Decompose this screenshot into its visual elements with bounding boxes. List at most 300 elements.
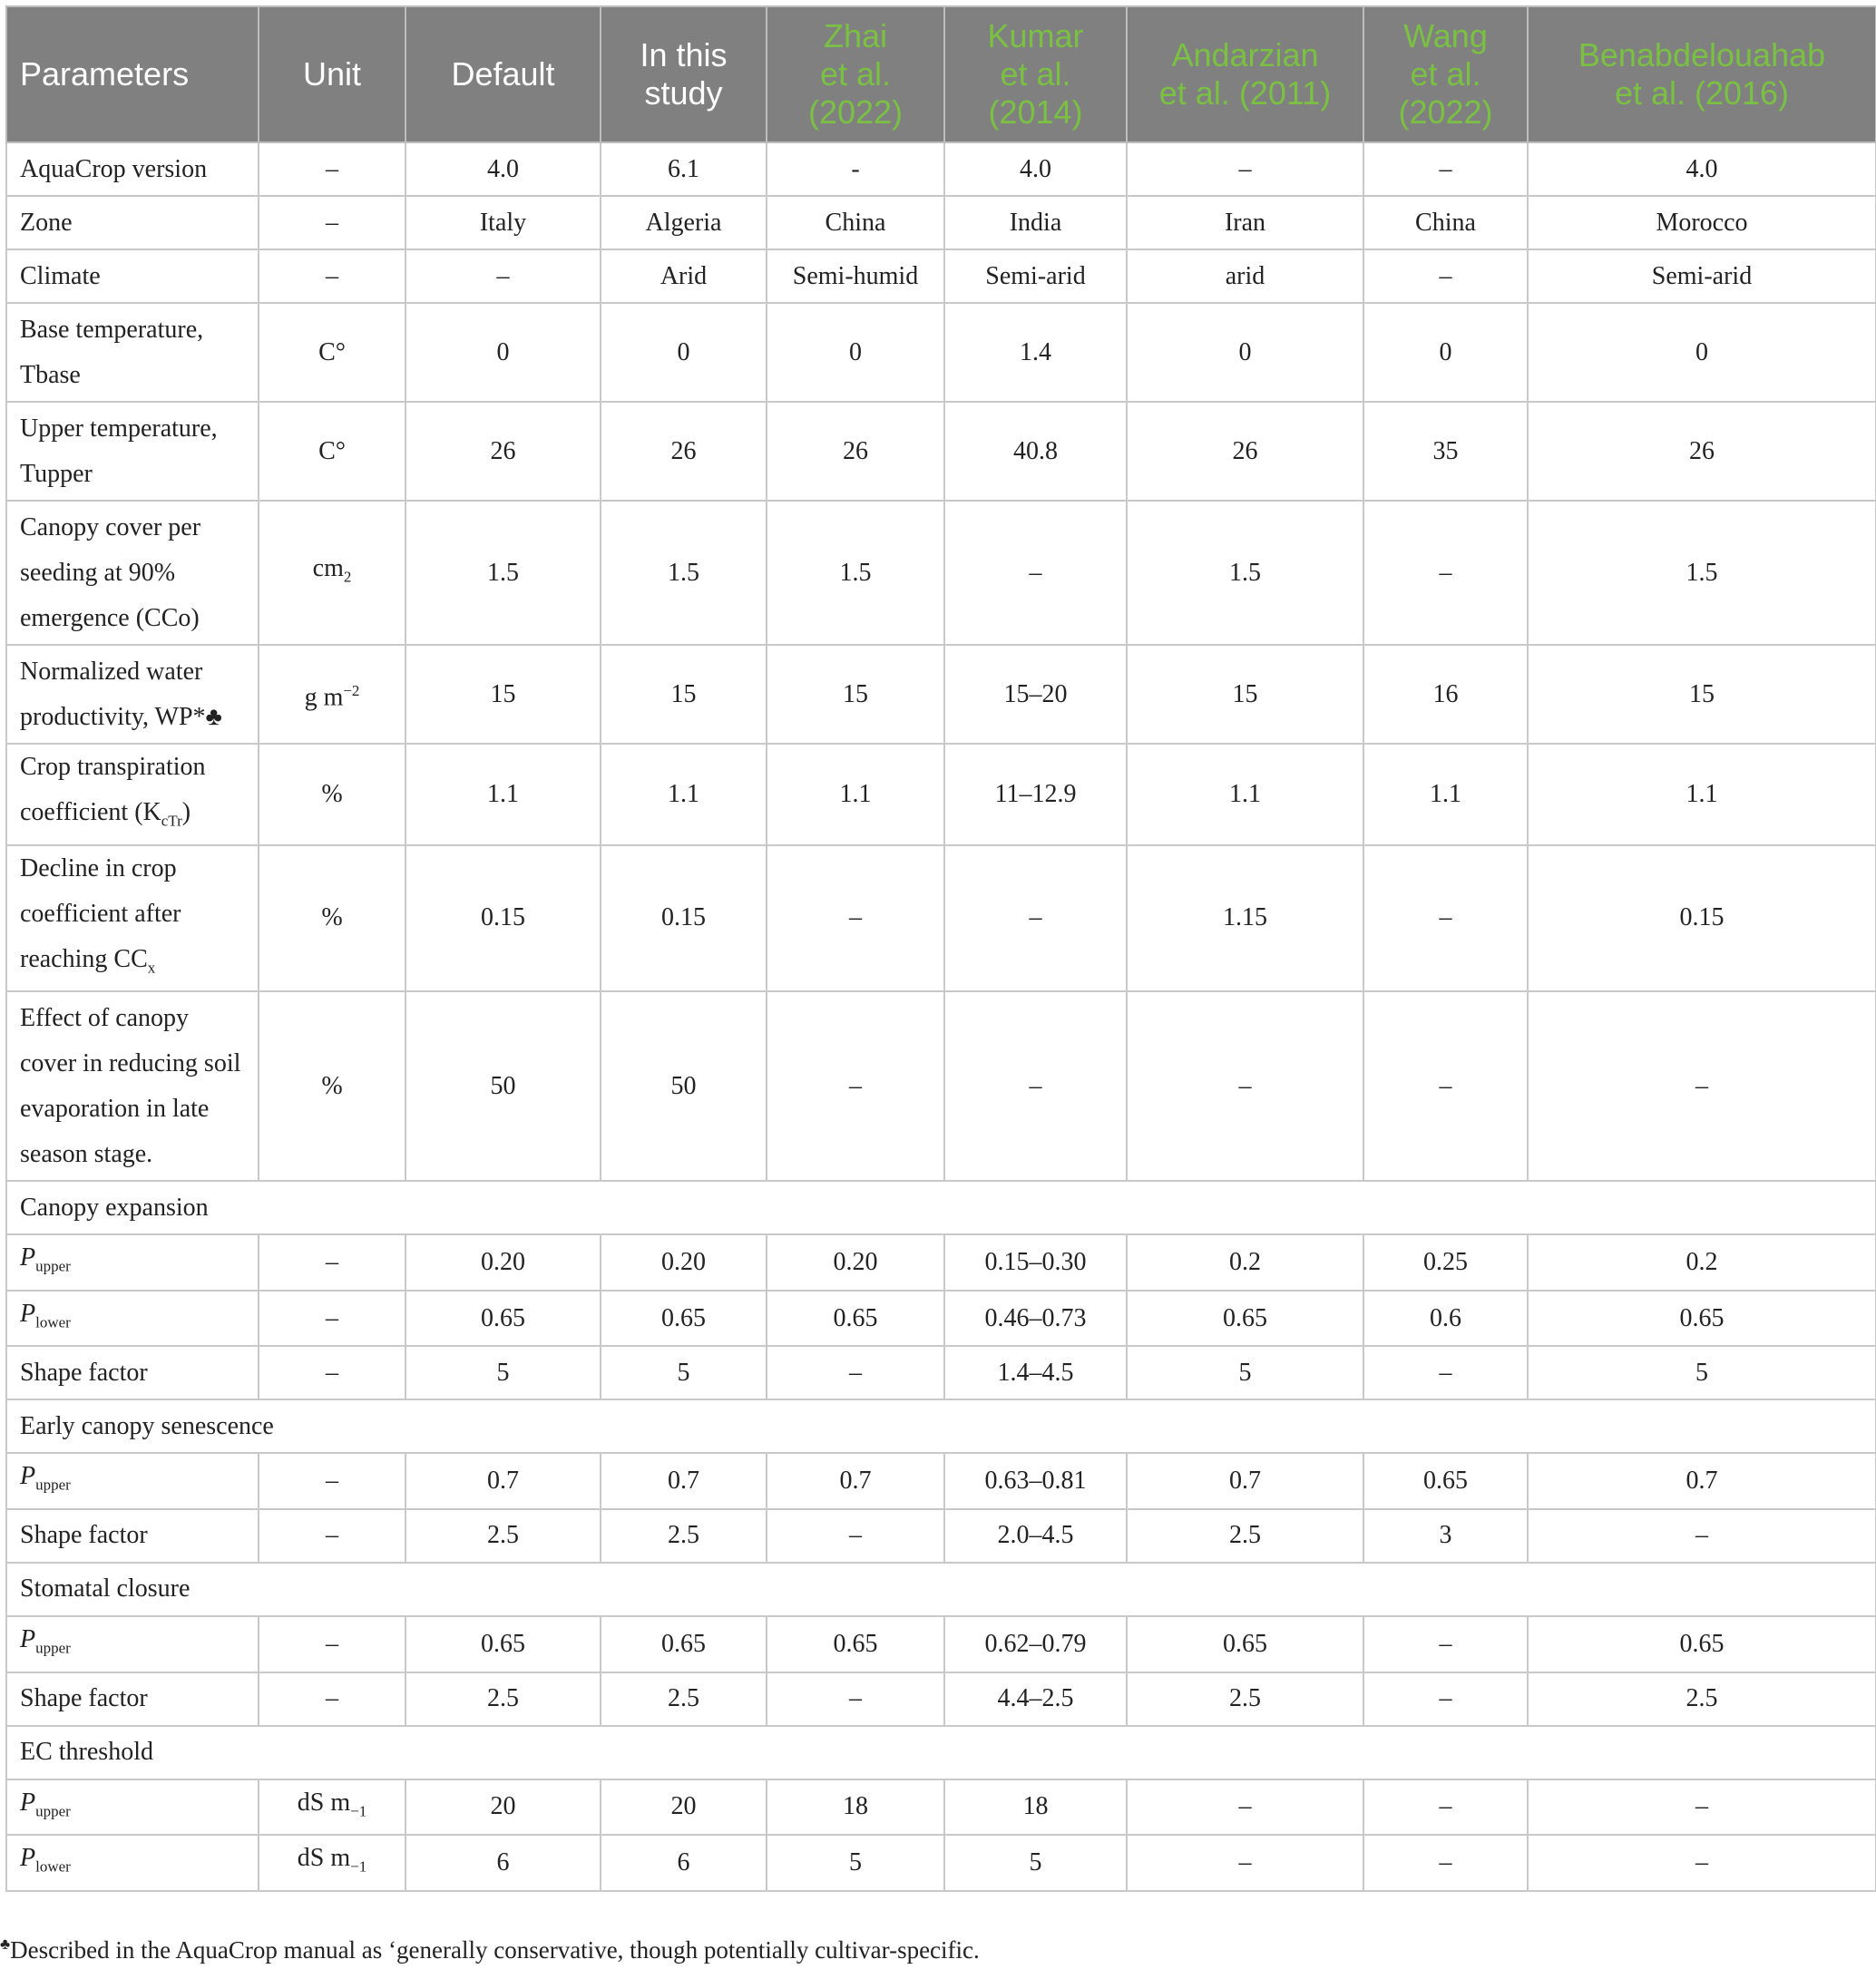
value-cell <box>1127 1291 1363 1347</box>
value-cell <box>259 1453 405 1509</box>
cell-text: 0.65 <box>661 1629 706 1658</box>
cell-text: 0.63–0.81 <box>984 1467 1087 1496</box>
cell-text: 1.5 <box>839 558 872 587</box>
value-cell <box>1528 1453 1876 1509</box>
value-cell <box>767 1672 944 1726</box>
cell-text: 2.5 <box>487 1684 519 1713</box>
value-cell <box>767 402 944 501</box>
value-cell <box>767 744 944 845</box>
cell-text: cm <box>312 553 344 582</box>
cell-text: 5 <box>1029 1847 1042 1876</box>
cell-text: – <box>1695 1847 1708 1876</box>
table-row <box>6 196 1876 249</box>
value-cell <box>1363 196 1528 249</box>
cell-text: 0.65 <box>1223 1303 1267 1332</box>
value-cell <box>767 1234 944 1291</box>
cell-text: 4.0 <box>1685 154 1718 183</box>
column-header <box>944 6 1127 142</box>
table-container <box>5 5 1875 1892</box>
cell-text: – <box>1439 1358 1452 1387</box>
value-cell <box>405 1234 601 1291</box>
parameter-cell <box>6 1509 259 1563</box>
value-cell <box>1528 1291 1876 1347</box>
value-cell <box>601 645 767 744</box>
cell-text: Canopy cover per seeding at 90% emergence (CCo) <box>20 512 201 632</box>
value-cell <box>1363 845 1528 992</box>
cell-text: 6 <box>496 1847 510 1876</box>
parameter-cell <box>6 1672 259 1726</box>
table-row <box>6 645 1876 744</box>
cell-text: – <box>1439 261 1452 290</box>
value-cell <box>405 1672 601 1726</box>
table-row <box>6 991 1876 1181</box>
value-cell <box>767 645 944 744</box>
cell-text: – <box>1695 1521 1708 1550</box>
cell-superscript: −2 <box>343 681 360 699</box>
cell-subscript: x <box>147 959 156 977</box>
cell-text: – <box>1695 1071 1708 1100</box>
cell-text: 0.65 <box>481 1629 525 1658</box>
value-cell <box>405 501 601 645</box>
cell-text: dS m <box>297 1788 351 1817</box>
parameters-table <box>5 5 1876 1892</box>
value-cell <box>767 196 944 249</box>
cell-text: 0.65 <box>1679 1303 1725 1332</box>
cell-text: – <box>1439 1847 1452 1876</box>
value-cell <box>1363 1779 1528 1836</box>
cell-text: – <box>326 1684 338 1713</box>
cell-subscript: −1 <box>350 1802 367 1820</box>
value-cell <box>405 249 601 303</box>
cell-text: 3 <box>1439 1521 1452 1550</box>
value-cell <box>767 1779 944 1836</box>
value-cell <box>767 303 944 402</box>
value-cell <box>767 1835 944 1891</box>
value-cell <box>259 991 405 1181</box>
value-cell <box>767 991 944 1181</box>
parameter-cell <box>6 1291 259 1347</box>
value-cell <box>944 402 1127 501</box>
cell-text: 0.65 <box>661 1303 706 1332</box>
column-header-line: et al. <box>819 55 892 93</box>
cell-text: 0.20 <box>481 1247 525 1276</box>
cell-text: – <box>496 261 510 290</box>
value-cell <box>1528 1509 1876 1563</box>
table-row <box>6 1453 1876 1509</box>
value-cell <box>1127 1616 1363 1672</box>
cell-text: – <box>1439 903 1452 932</box>
value-cell <box>767 142 944 196</box>
value-cell <box>1127 501 1363 645</box>
cell-text: – <box>849 1071 862 1100</box>
value-cell <box>259 1616 405 1672</box>
cell-text: 0.15–0.30 <box>984 1247 1087 1276</box>
value-cell <box>1127 845 1363 992</box>
cell-text: 4.0 <box>1020 154 1051 183</box>
cell-text: 16 <box>1432 679 1459 708</box>
cell-text: Zone <box>20 208 73 237</box>
value-cell <box>767 1346 944 1399</box>
value-cell <box>1127 196 1363 249</box>
cell-text: 15 <box>1232 679 1258 708</box>
value-cell <box>1528 991 1876 1181</box>
cell-text: 0.6 <box>1430 1303 1461 1332</box>
cell-text: China <box>1415 208 1476 237</box>
cell-subscript: 2 <box>343 568 352 586</box>
cell-text: China <box>825 208 886 237</box>
value-cell <box>405 1509 601 1563</box>
value-cell <box>1127 1346 1363 1399</box>
cell-text: – <box>326 154 338 183</box>
cell-text: 0 <box>496 337 510 366</box>
cell-text: – <box>1029 1071 1042 1100</box>
value-cell <box>944 501 1127 645</box>
parameter-cell <box>6 1346 259 1399</box>
column-header-line: et al. <box>1000 55 1071 93</box>
cell-text: Upper temperature, Tupper <box>20 414 218 488</box>
cell-text: 0.7 <box>487 1467 519 1496</box>
cell-text-after: ) <box>181 798 191 826</box>
value-cell <box>405 744 601 845</box>
table-row <box>6 1835 1876 1891</box>
column-header-line: et al. <box>1410 55 1481 93</box>
cell-text: 0.62–0.79 <box>984 1629 1087 1658</box>
cell-text: Normalized water productivity, WP*♣ <box>20 657 222 731</box>
value-cell <box>1528 1779 1876 1836</box>
table-body <box>6 142 1876 1891</box>
cell-subscript: lower <box>35 1313 71 1331</box>
cell-subscript: upper <box>35 1257 71 1275</box>
cell-text: 20 <box>670 1792 697 1821</box>
cell-text: Stomatal closure <box>20 1574 191 1603</box>
cell-text: – <box>1238 1792 1252 1821</box>
value-cell <box>944 1509 1127 1563</box>
column-header-line: Parameters <box>20 55 190 93</box>
value-cell <box>1528 744 1876 845</box>
cell-text: 4.4–2.5 <box>997 1684 1074 1713</box>
value-cell <box>1363 1835 1528 1891</box>
cell-text: % <box>321 1071 343 1100</box>
cell-text: 15 <box>490 679 516 708</box>
value-cell <box>405 645 601 744</box>
cell-text: 0 <box>677 337 690 366</box>
cell-text: 0.2 <box>1685 1247 1718 1276</box>
cell-text: 0.65 <box>833 1629 878 1658</box>
section-row <box>6 1181 1876 1234</box>
cell-text: Shape factor <box>20 1684 148 1713</box>
value-cell <box>405 845 601 992</box>
cell-text: 0.7 <box>668 1467 699 1496</box>
table-row <box>6 303 1876 402</box>
cell-text: Canopy expansion <box>20 1193 209 1222</box>
cell-text: C° <box>318 436 346 465</box>
parameter-cell <box>6 1234 259 1291</box>
value-cell <box>767 1453 944 1509</box>
section-label <box>6 1399 1876 1453</box>
value-cell <box>259 303 405 402</box>
cell-text: – <box>326 1303 338 1332</box>
value-cell <box>944 991 1127 1181</box>
value-cell <box>767 1509 944 1563</box>
cell-text: g m <box>304 683 344 712</box>
table-row <box>6 1672 1876 1726</box>
cell-text: 4.0 <box>487 154 519 183</box>
cell-text: 0.65 <box>833 1303 878 1332</box>
column-header-line: et al. (2016) <box>1614 74 1790 112</box>
column-header-line: Benabdelouahab <box>1578 36 1826 73</box>
value-cell <box>1528 845 1876 992</box>
cell-text: 1.1 <box>1229 779 1261 808</box>
cell-text: – <box>1029 903 1042 932</box>
cell-text: P <box>20 1299 36 1328</box>
column-header <box>6 6 259 142</box>
value-cell <box>259 645 405 744</box>
cell-text: – <box>849 1358 862 1387</box>
value-cell <box>944 1234 1127 1291</box>
cell-text: Climate <box>20 261 101 290</box>
column-header <box>1127 6 1363 142</box>
value-cell <box>601 991 767 1181</box>
value-cell <box>601 1291 767 1347</box>
value-cell <box>259 249 405 303</box>
cell-text: P <box>20 1243 36 1272</box>
value-cell <box>1363 249 1528 303</box>
value-cell <box>944 845 1127 992</box>
cell-text: 5 <box>849 1847 862 1876</box>
cell-text: Shape factor <box>20 1521 148 1550</box>
header-row <box>6 6 1876 142</box>
value-cell <box>405 142 601 196</box>
cell-text: - <box>851 154 860 183</box>
cell-text: – <box>1439 558 1452 587</box>
cell-text: 1.5 <box>668 558 699 587</box>
cell-text: % <box>321 779 343 808</box>
value-cell <box>259 501 405 645</box>
cell-text: – <box>849 1521 862 1550</box>
cell-text: – <box>1439 1684 1452 1713</box>
value-cell <box>1127 1672 1363 1726</box>
value-cell <box>259 1835 405 1891</box>
value-cell <box>259 1672 405 1726</box>
value-cell <box>1127 1234 1363 1291</box>
value-cell <box>601 1672 767 1726</box>
cell-text: Italy <box>479 208 527 237</box>
cell-text: – <box>849 903 862 932</box>
cell-text: – <box>1695 1792 1708 1821</box>
table-row <box>6 1779 1876 1836</box>
cell-text: – <box>1439 1792 1452 1821</box>
column-header-line: (2014) <box>988 93 1083 131</box>
value-cell <box>1127 744 1363 845</box>
cell-text: – <box>1439 1629 1452 1658</box>
cell-text: P <box>20 1624 36 1653</box>
cell-text: 15–20 <box>1003 679 1068 708</box>
cell-text: 35 <box>1432 436 1459 465</box>
value-cell <box>405 1291 601 1347</box>
value-cell <box>1528 402 1876 501</box>
table-row <box>6 142 1876 196</box>
value-cell <box>259 1779 405 1836</box>
cell-text: 26 <box>1232 436 1258 465</box>
cell-text: 0.2 <box>1229 1247 1261 1276</box>
cell-text: 0 <box>1695 337 1708 366</box>
cell-text: 0 <box>1439 337 1452 366</box>
value-cell <box>1363 1453 1528 1509</box>
cell-text: Crop transpiration coefficient (K <box>20 753 206 826</box>
value-cell <box>944 1453 1127 1509</box>
parameter-cell <box>6 645 259 744</box>
table-row <box>6 501 1876 645</box>
cell-text: – <box>326 1467 338 1496</box>
cell-text: 15 <box>1689 679 1715 708</box>
column-header-line: et al. (2011) <box>1158 74 1332 112</box>
parameter-cell <box>6 303 259 402</box>
parameter-cell <box>6 845 259 992</box>
parameter-cell <box>6 1835 259 1891</box>
cell-text: 15 <box>843 679 868 708</box>
table-row <box>6 249 1876 303</box>
column-header-line: Unit <box>302 55 362 93</box>
value-cell <box>601 501 767 645</box>
column-header-line: In this <box>640 36 728 73</box>
cell-text: 1.1 <box>487 779 519 808</box>
value-cell <box>1363 1672 1528 1726</box>
cell-text: 5 <box>677 1358 690 1387</box>
value-cell <box>601 1835 767 1891</box>
value-cell <box>944 303 1127 402</box>
value-cell <box>1363 402 1528 501</box>
cell-subscript: −1 <box>350 1857 367 1876</box>
cell-text: 2.5 <box>668 1684 699 1713</box>
value-cell <box>1363 991 1528 1181</box>
parameter-cell <box>6 249 259 303</box>
table-row <box>6 402 1876 501</box>
cell-text: – <box>1238 1071 1252 1100</box>
cell-subscript: lower <box>35 1857 71 1876</box>
parameter-cell <box>6 142 259 196</box>
value-cell <box>601 1453 767 1509</box>
value-cell <box>944 249 1127 303</box>
cell-text: 5 <box>1238 1358 1252 1387</box>
value-cell <box>1363 142 1528 196</box>
value-cell <box>767 845 944 992</box>
cell-text: 2.5 <box>1229 1684 1261 1713</box>
value-cell <box>944 1779 1127 1836</box>
cell-text: – <box>1439 1071 1452 1100</box>
cell-text: Arid <box>660 261 708 290</box>
cell-text: 2.5 <box>1685 1684 1718 1713</box>
cell-text: AquaCrop version <box>20 154 208 183</box>
value-cell <box>1127 1509 1363 1563</box>
cell-text: P <box>20 1462 36 1491</box>
cell-text: 1.5 <box>1685 558 1718 587</box>
footnote-text: Described in the AquaCrop manual as ‘generally conservative, though potentially cultivar-specific. <box>10 1936 980 1964</box>
column-header <box>405 6 601 142</box>
table-row <box>6 1509 1876 1563</box>
cell-text: 11–12.9 <box>994 779 1077 808</box>
column-header <box>1363 6 1528 142</box>
cell-text: – <box>326 1521 338 1550</box>
cell-text: 0.7 <box>1685 1467 1718 1496</box>
value-cell <box>405 1779 601 1836</box>
value-cell <box>259 1509 405 1563</box>
cell-text: Morocco <box>1656 208 1748 237</box>
value-cell <box>944 1291 1127 1347</box>
cell-text: 1.5 <box>1229 558 1261 587</box>
cell-text: 5 <box>1695 1358 1708 1387</box>
value-cell <box>1528 142 1876 196</box>
value-cell <box>1528 1672 1876 1726</box>
value-cell <box>1528 1346 1876 1399</box>
cell-text: Decline in crop coefficient after reaching CC <box>20 853 181 973</box>
value-cell <box>1363 303 1528 402</box>
cell-text: EC threshold <box>20 1738 153 1767</box>
cell-text: 0.15 <box>1679 903 1725 932</box>
value-cell <box>944 1616 1127 1672</box>
cell-text: 1.1 <box>1430 779 1461 808</box>
cell-text: Semi-arid <box>985 261 1086 290</box>
value-cell <box>259 142 405 196</box>
value-cell <box>1363 1291 1528 1347</box>
cell-text: dS m <box>297 1844 351 1873</box>
table-row <box>6 744 1876 845</box>
value-cell <box>601 744 767 845</box>
cell-text: Semi-arid <box>1651 261 1753 290</box>
cell-text: – <box>326 1247 338 1276</box>
table-row <box>6 1291 1876 1347</box>
value-cell <box>1528 1616 1876 1672</box>
cell-text: 0.65 <box>1423 1467 1468 1496</box>
section-row <box>6 1563 1876 1616</box>
parameter-cell <box>6 1453 259 1509</box>
cell-text: 15 <box>670 679 697 708</box>
value-cell <box>601 1509 767 1563</box>
cell-text: 1.1 <box>668 779 699 808</box>
club-symbol: ♣ <box>0 1935 11 1953</box>
parameter-cell <box>6 501 259 645</box>
cell-text: 0.15 <box>661 903 706 932</box>
cell-text: 5 <box>496 1358 510 1387</box>
cell-text: 0.65 <box>481 1303 525 1332</box>
table-row <box>6 1616 1876 1672</box>
cell-text: 1.1 <box>839 779 872 808</box>
value-cell <box>259 402 405 501</box>
value-cell <box>1363 744 1528 845</box>
cell-text: 0.65 <box>1223 1629 1267 1658</box>
cell-text: 0.7 <box>839 1467 872 1496</box>
cell-text: % <box>321 903 343 932</box>
cell-text: 26 <box>670 436 697 465</box>
value-cell <box>944 1835 1127 1891</box>
cell-text: Iran <box>1224 208 1266 237</box>
value-cell <box>405 196 601 249</box>
value-cell <box>944 1672 1127 1726</box>
cell-subscript: upper <box>35 1802 71 1820</box>
cell-text: 50 <box>490 1071 516 1100</box>
value-cell <box>1127 991 1363 1181</box>
value-cell <box>767 249 944 303</box>
cell-text: C° <box>318 337 346 366</box>
value-cell <box>1363 1234 1528 1291</box>
column-header-line: Andarzian <box>1171 36 1319 73</box>
parameter-cell <box>6 991 259 1181</box>
parameter-cell <box>6 1779 259 1836</box>
value-cell <box>1127 1835 1363 1891</box>
value-cell <box>1127 402 1363 501</box>
cell-text: 2.0–4.5 <box>997 1521 1074 1550</box>
cell-text: 26 <box>490 436 516 465</box>
cell-text: 18 <box>1022 1792 1049 1821</box>
